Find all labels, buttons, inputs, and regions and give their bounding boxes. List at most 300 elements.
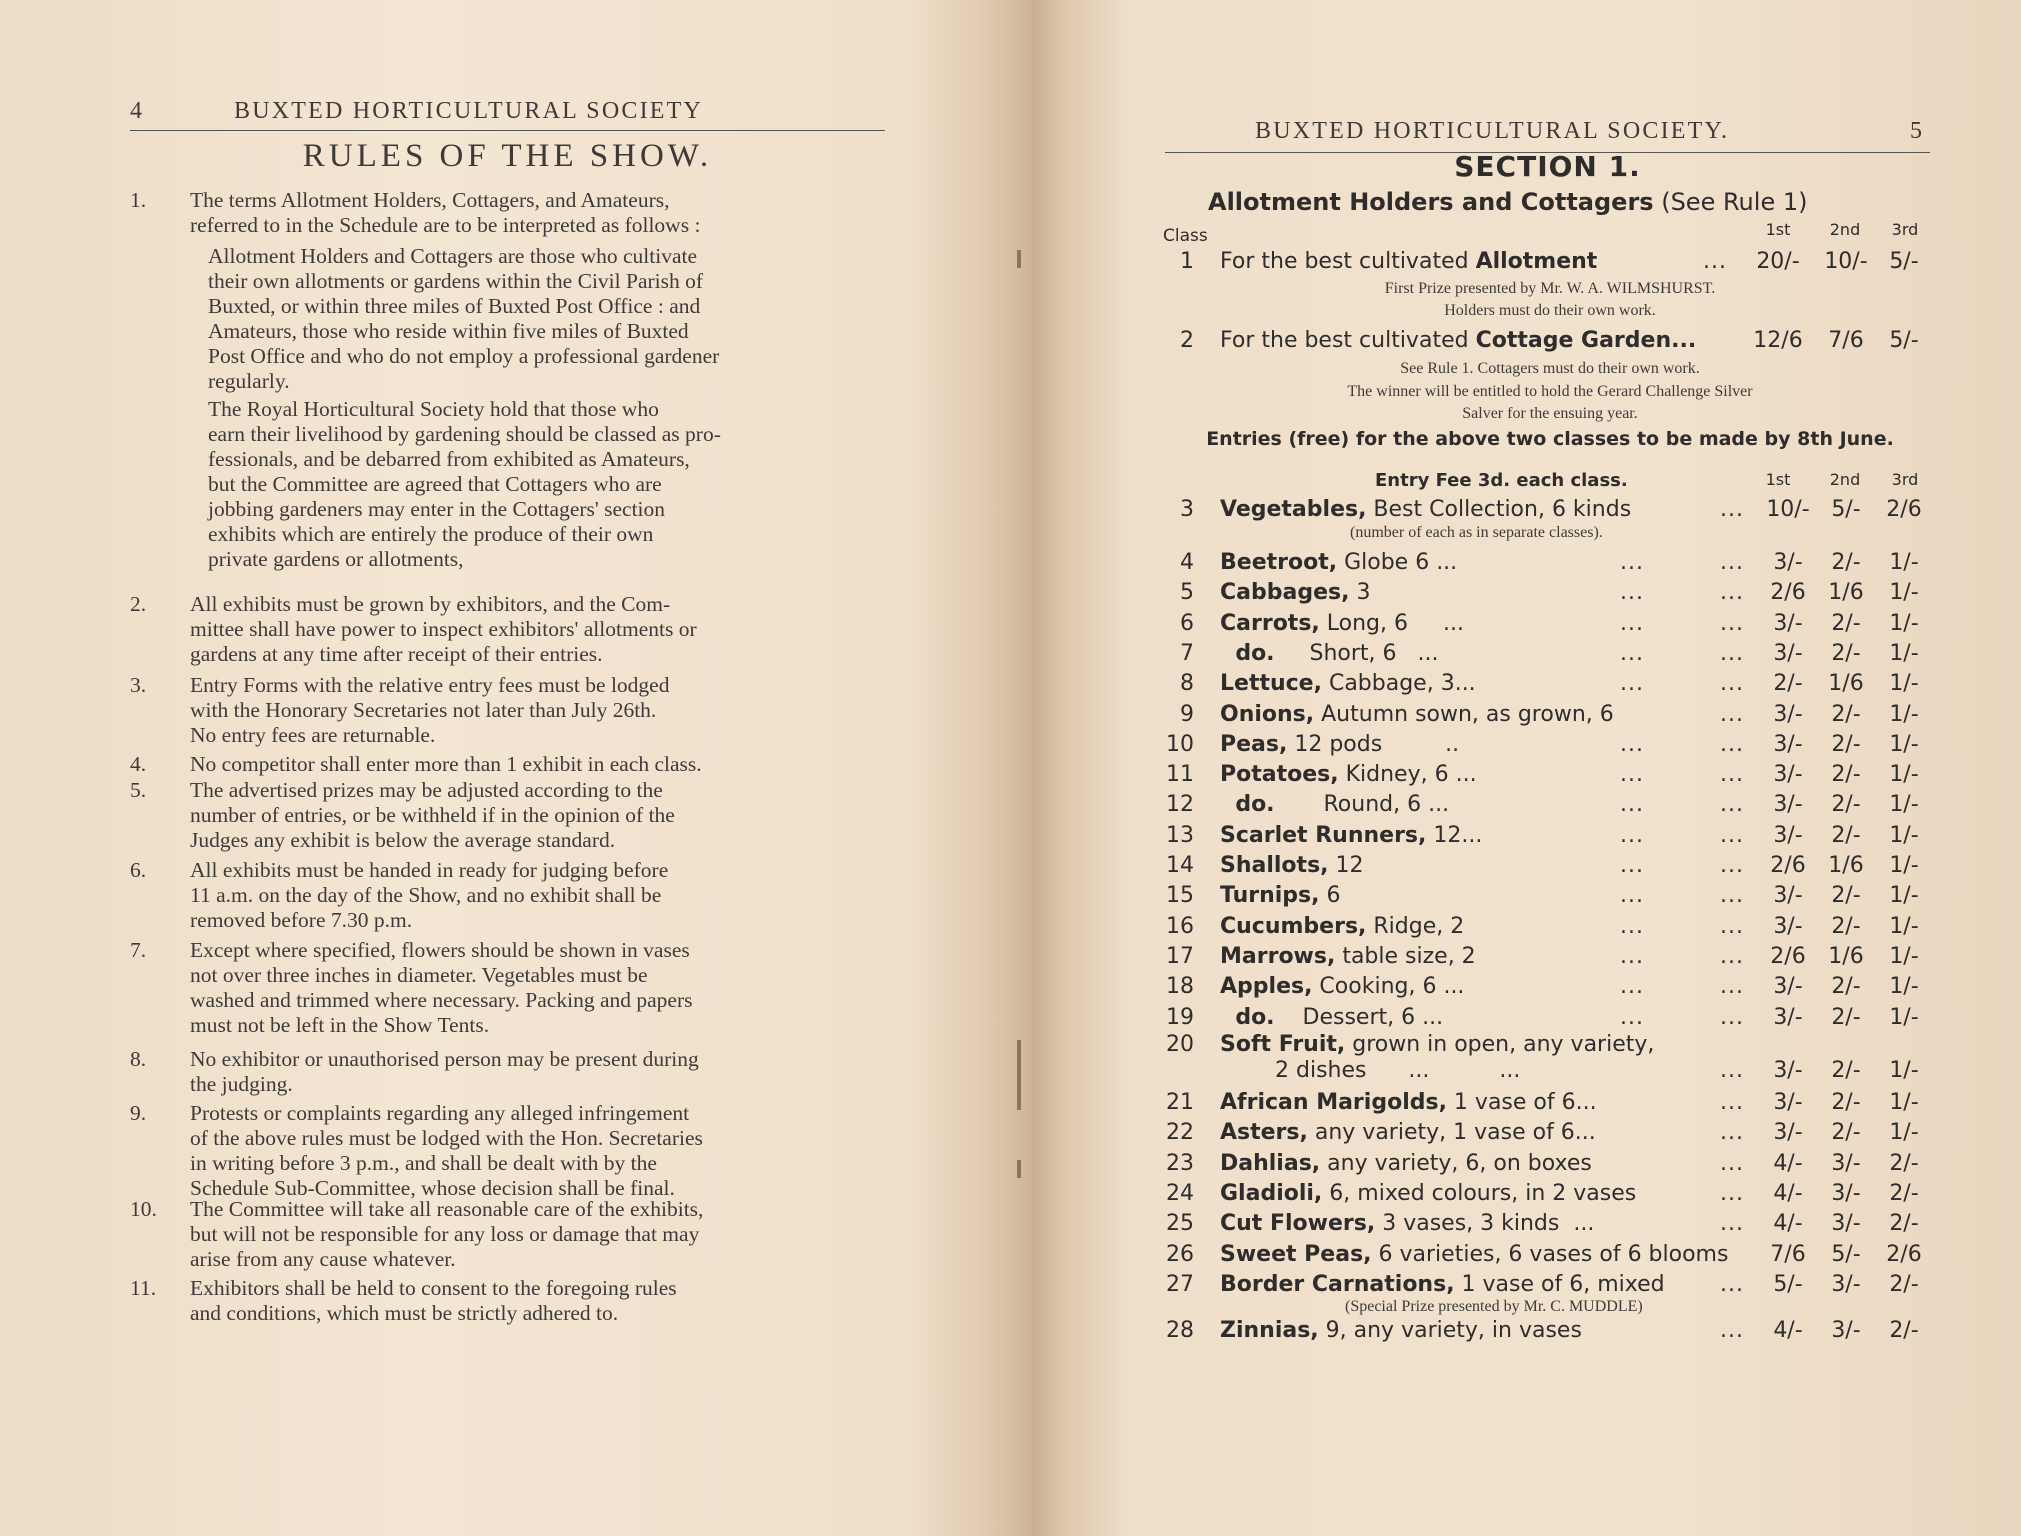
class-name: Marrows, (1220, 943, 1336, 969)
prize-2nd: 2/- (1831, 974, 1861, 1000)
rule-text: All exhibits must be grown by exhibitors, and the Com- mittee shall have power to inspect exhibitors' allotments or gardens at any time after receipt of their entries. (190, 592, 697, 666)
class-description-text: Round, 6 ... (1274, 792, 1450, 818)
prize-1st: 3/- (1773, 762, 1803, 788)
prize-3rd: 1/- (1889, 731, 1919, 757)
prize-1st: 3/- (1773, 822, 1803, 848)
leader-dots: ... (1620, 671, 1644, 697)
prize-1st: 5/- (1773, 1271, 1803, 1297)
prize-1st: 2/6 (1770, 943, 1806, 969)
class-row (1160, 1181, 1940, 1211)
class-note: See Rule 1. Cottagers must do their own work. (1400, 360, 1700, 377)
prize-1st: 3/- (1773, 550, 1803, 575)
class-name: Border Carnations, (1220, 1271, 1455, 1297)
right-running-title: BUXTED HORTICULTURAL SOCIETY. (1255, 118, 1730, 144)
class-number: 22 (1166, 1120, 1194, 1146)
class-row (1160, 944, 1940, 974)
class-description-text: Globe 6 ... (1337, 550, 1458, 575)
leader-dots: ... (1720, 640, 1744, 666)
class-number: 17 (1166, 943, 1194, 969)
class-row (1160, 671, 1940, 701)
rule-number: 6. (130, 858, 147, 882)
class-number: 18 (1166, 974, 1194, 1000)
right-running-head (1165, 116, 1930, 153)
rule-number: 1. (130, 188, 147, 212)
prize-3rd: 2/- (1889, 1318, 1919, 1343)
prize-3rd: 2/- (1889, 1150, 1919, 1176)
class-description (1220, 1211, 1594, 1236)
leader-dots: ... (1620, 913, 1644, 939)
class-description (1220, 1151, 1592, 1176)
class-description-text: 1 vase of 6... (1446, 1090, 1597, 1115)
class-column-label: Class (1163, 226, 1208, 246)
class-name: Beetroot, (1220, 550, 1338, 575)
class-description-text: Long, 6 ... (1319, 610, 1464, 636)
left-page-number: 4 (130, 98, 142, 124)
class-description-text: 3 (1349, 580, 1371, 606)
rule-number: 2. (130, 592, 147, 616)
class-description-text: Short, 6 ... (1274, 640, 1439, 666)
prize-header-3rd: 3rd (1891, 470, 1919, 489)
class-number: 7 (1180, 640, 1194, 666)
rule-number: 5. (130, 778, 147, 802)
prize-1st: 4/- (1773, 1150, 1803, 1176)
leader-dots: ... (1620, 822, 1644, 848)
class-description-text: For the best cultivated (1220, 328, 1476, 353)
prize-1st: 3/- (1773, 883, 1803, 909)
leader-dots: ... (1720, 1004, 1744, 1030)
prize-2nd: 5/- (1831, 497, 1861, 522)
class-description-text: 12... (1426, 822, 1483, 848)
class-number: 3 (1180, 497, 1194, 522)
class-row (1160, 762, 1940, 792)
leader-dots: ... (1620, 1004, 1644, 1030)
class-number: 14 (1166, 853, 1194, 878)
prize-1st: 20/- (1756, 249, 1800, 274)
rule-text: No exhibitor or unauthorised person may be present during the judging. (190, 1047, 699, 1096)
prize-3rd: 1/- (1889, 913, 1919, 939)
class-number: 13 (1166, 822, 1194, 848)
class-name: Dahlias, (1220, 1150, 1321, 1176)
class-row (1160, 1318, 1940, 1348)
section-subtitle (1208, 188, 1938, 216)
rule-text: No competitor shall enter more than 1 exhibit in each class. (190, 752, 702, 776)
prize-2nd: 2/- (1831, 731, 1861, 757)
prize-2nd: 3/- (1831, 1180, 1861, 1206)
class-description (1220, 732, 1459, 757)
class-number: 20 (1166, 1032, 1194, 1057)
prize-2nd: 3/- (1831, 1150, 1861, 1176)
rule-text: Except where specified, flowers should be shown in vases not over three inches in diameter. Vegetables must be washed and trimmed where necessary. Packing and papers must not be left in the Show Tents. (190, 938, 693, 1037)
leader-dots: ... (1620, 792, 1644, 818)
leader-dots: ... (1620, 550, 1644, 575)
prize-3rd: 1/- (1889, 974, 1919, 1000)
prize-3rd: 5/- (1889, 249, 1919, 274)
leader-dots: ... (1620, 580, 1644, 606)
class-number: 5 (1180, 580, 1194, 606)
class-description (1220, 1005, 1443, 1030)
class-description-text: 12 (1328, 853, 1364, 878)
prize-1st: 2/- (1773, 671, 1803, 697)
prize-1st: 12/6 (1753, 328, 1803, 353)
class-description-text: Ridge, 2 (1366, 913, 1465, 939)
class-name: Zinnias, (1220, 1318, 1319, 1343)
class-note: Salver for the ensuing year. (1462, 405, 1638, 422)
class-description (1220, 580, 1370, 605)
class-row (1160, 974, 1940, 1004)
prize-3rd: 1/- (1889, 550, 1919, 575)
rule-text: Entry Forms with the relative entry fees must be lodged with the Honorary Secretaries not later than July 26th. No entry fees are returnable. (190, 673, 670, 747)
prize-2nd: 3/- (1831, 1211, 1861, 1237)
rule-text: The Committee will take all reasonable care of the exhibits, but will not be responsible for any loss or damage that may arise from any cause whatever. (190, 1197, 704, 1271)
class-row (1160, 1151, 1940, 1181)
rule-paragraph: The Royal Horticultural Society hold that those who earn their livelihood by gardening should be classed as pro- fessionals, and be debarred from exhibited as Amateurs, but the Committee are agreed that Cottagers who are jobbing gardeners may enter in the Cottagers' section exhibits which are entirely the produce of their own private gardens or allotments, (208, 397, 721, 571)
prize-1st: 3/- (1773, 792, 1803, 818)
class-description (1220, 762, 1477, 787)
class-description (1220, 328, 1696, 353)
rule-number: 4. (130, 752, 147, 776)
leader-dots: ... (1720, 550, 1744, 575)
class-row (1160, 853, 1940, 883)
leader-dots: ... (1620, 883, 1644, 909)
prize-3rd: 1/- (1889, 1004, 1919, 1030)
prize-2nd: 3/- (1831, 1318, 1861, 1343)
class-description (1220, 1242, 1728, 1267)
leader-dots: ... (1720, 1180, 1744, 1206)
class-number: 27 (1166, 1271, 1194, 1297)
class-number: 10 (1166, 731, 1194, 757)
prize-3rd: 1/- (1889, 853, 1919, 878)
class-description-text: 6, mixed colours, in 2 vases (1322, 1180, 1637, 1206)
class-name: Shallots, (1220, 853, 1329, 878)
class-number: 2 (1180, 328, 1194, 353)
rule-number: 10. (130, 1197, 157, 1221)
prize-2nd: 2/- (1831, 550, 1861, 575)
class-name: Gladioli, (1220, 1180, 1323, 1206)
class-row (1160, 580, 1940, 610)
leader-dots: ... (1620, 610, 1644, 636)
subtitle-rest: (See Rule 1) (1661, 188, 1808, 216)
class-name: Soft Fruit, (1220, 1032, 1346, 1057)
class-name: Turnips, (1220, 883, 1320, 909)
leader-dots: ... (1720, 1211, 1744, 1237)
class-name: do. (1220, 640, 1275, 666)
right-page-number: 5 (1910, 118, 1922, 144)
class-row (1160, 732, 1940, 762)
class-row (1160, 914, 1940, 944)
class-number: 24 (1166, 1180, 1194, 1206)
class-description-text: Cabbage, 3... (1321, 671, 1476, 697)
leader-dots: ... (1620, 762, 1644, 788)
rule-number: 11. (130, 1276, 157, 1300)
class-description-text: any variety, 6, on boxes (1320, 1150, 1592, 1176)
leader-dots: ... (1720, 1120, 1744, 1146)
class-row (1160, 823, 1940, 853)
leader-dots: ... (1720, 701, 1744, 727)
leader-dots: ... (1720, 1318, 1744, 1343)
leader-dots: ... (1620, 640, 1644, 666)
class-name: Cucumbers, (1220, 913, 1367, 939)
class-description (1220, 249, 1597, 274)
class-number: 1 (1180, 249, 1194, 274)
class-description-text: Dessert, 6 ... (1274, 1004, 1444, 1030)
class-number: 6 (1180, 610, 1194, 636)
class-description (1220, 1272, 1665, 1297)
leader-dots: ... (1720, 974, 1744, 1000)
class-name: Allotment (1475, 249, 1598, 274)
leader-dots: ... (1620, 974, 1644, 1000)
leader-dots: ... (1620, 943, 1644, 969)
binding-thread (1017, 250, 1021, 268)
prize-2nd: 1/6 (1828, 853, 1864, 878)
class-description (1220, 944, 1476, 969)
class-row (1160, 611, 1940, 641)
class-name: do. (1220, 792, 1275, 818)
prize-3rd: 1/- (1889, 1120, 1919, 1146)
class-description (1220, 550, 1457, 575)
leader-dots: ... (1720, 913, 1744, 939)
prize-header-1st: 1st (1765, 220, 1791, 239)
prize-2nd: 1/6 (1828, 580, 1864, 606)
class-name: Lettuce, (1220, 671, 1322, 697)
class-note: (Special Prize presented by Mr. C. MUDDLE) (1345, 1298, 1643, 1315)
rule-number: 9. (130, 1101, 147, 1125)
class-number: 28 (1166, 1318, 1194, 1343)
prize-2nd: 2/- (1831, 792, 1861, 818)
class-row (1160, 497, 1940, 527)
leader-dots: ... (1620, 731, 1644, 757)
class-description (1220, 497, 1631, 522)
leader-dots: ... (1720, 883, 1744, 909)
leader-dots: ... (1720, 792, 1744, 818)
prize-1st: 2/6 (1770, 853, 1806, 878)
class-number: 8 (1180, 671, 1194, 697)
class-name: Peas, (1220, 731, 1288, 757)
prize-2nd: 10/- (1824, 249, 1868, 274)
prize-3rd: 2/- (1889, 1180, 1919, 1206)
class-name: Cottage Garden... (1475, 328, 1697, 353)
section-title: SECTION 1. (1454, 150, 1641, 183)
class-description (1220, 1120, 1596, 1145)
prize-header-3rd: 3rd (1891, 220, 1919, 239)
prize-3rd: 2/- (1889, 1271, 1919, 1297)
class-description (1220, 823, 1482, 848)
class-description-text: Best Collection, 6 kinds (1366, 497, 1632, 522)
class-row (1160, 702, 1940, 732)
prize-1st: 2/6 (1770, 580, 1806, 606)
class-description-text: 3 vases, 3 kinds ... (1375, 1211, 1595, 1237)
class-description (1220, 611, 1464, 636)
prize-3rd: 1/- (1889, 701, 1919, 727)
prize-2nd: 2/- (1831, 1090, 1861, 1115)
prize-1st: 4/- (1773, 1318, 1803, 1343)
class-number: 4 (1180, 550, 1194, 575)
prize-2nd: 3/- (1831, 1271, 1861, 1297)
leader-dots: ... (1720, 671, 1744, 697)
prize-3rd: 1/- (1889, 762, 1919, 788)
leader-dots: ... (1720, 580, 1744, 606)
prize-3rd: 1/- (1889, 671, 1919, 697)
class-number: 11 (1166, 762, 1194, 788)
leader-dots: ... (1720, 822, 1744, 848)
class-number: 16 (1166, 913, 1194, 939)
prize-1st: 3/- (1773, 913, 1803, 939)
leader-dots: ... (1720, 731, 1744, 757)
class-row (1160, 1090, 1940, 1120)
prize-1st: 3/- (1773, 701, 1803, 727)
class-row (1160, 550, 1940, 580)
class-note: (number of each as in separate classes). (1350, 524, 1603, 541)
subtitle-bold: Allotment Holders and Cottagers (1208, 188, 1654, 216)
class-name: Sweet Peas, (1220, 1241, 1372, 1267)
rule-number: 8. (130, 1047, 147, 1071)
class-description-text: any variety, 1 vase of 6... (1307, 1120, 1596, 1146)
binding-thread (1017, 1160, 1021, 1178)
prize-1st: 3/- (1773, 1058, 1803, 1083)
class-description-text: For the best cultivated (1220, 249, 1476, 274)
class-name: Cut Flowers, (1220, 1211, 1376, 1237)
rule-paragraph: Allotment Holders and Cottagers are those who cultivate their own allotments or gardens within the Civil Parish of Buxted, or within three miles of Buxted Post Office : and Amateurs, those who reside within five miles of Buxted Post Office and who do not employ a professional gardener regularly. (208, 244, 720, 393)
rule-text: All exhibits must be handed in ready for judging before 11 a.m. on the day of the Show, and no exhibit shall be removed before 7.30 p.m. (190, 858, 669, 932)
class-description (1220, 1090, 1597, 1115)
class-description (1220, 792, 1449, 817)
prize-1st: 3/- (1773, 1004, 1803, 1030)
class-name: Apples, (1220, 974, 1313, 1000)
class-row (1160, 249, 1940, 279)
prize-3rd: 1/- (1889, 1058, 1919, 1083)
prize-1st: 10/- (1766, 497, 1810, 522)
class-description (1220, 702, 1614, 727)
rule-text: The terms Allotment Holders, Cottagers, and Amateurs, referred to in the Schedule are to be interpreted as follows : (190, 188, 701, 237)
class-name: Scarlet Runners, (1220, 822, 1427, 848)
class-number: 12 (1166, 792, 1194, 818)
class-row (1160, 328, 1940, 358)
class-row (1160, 792, 1940, 822)
entry-fee-label: Entry Fee 3d. each class. (1375, 470, 1628, 491)
leader-dots: ... (1720, 1058, 1744, 1083)
class-name: Onions, (1220, 701, 1315, 727)
prize-3rd: 1/- (1889, 883, 1919, 909)
class-number: 23 (1166, 1150, 1194, 1176)
class-number: 19 (1166, 1004, 1194, 1030)
class-name: African Marigolds, (1220, 1090, 1447, 1115)
rules-title: RULES OF THE SHOW. (302, 138, 713, 174)
class-row-continued (1160, 1058, 1940, 1088)
class-number: 25 (1166, 1211, 1194, 1237)
entries-deadline: Entries (free) for the above two classes to be made by 8th June. (1206, 428, 1894, 450)
prize-2nd: 2/- (1831, 1058, 1861, 1083)
prize-1st: 3/- (1773, 1120, 1803, 1146)
class-name: do. (1220, 1004, 1275, 1030)
class-description-text: 6 (1319, 883, 1341, 909)
rule-text: Protests or complaints regarding any alleged infringement of the above rules must be lodged with the Hon. Secretaries in writing before 3 p.m., and shall be dealt with by the Schedule Sub-Committee, whose decision shall be final. (190, 1101, 703, 1200)
prize-3rd: 1/- (1889, 1090, 1919, 1115)
class-description-text: Cooking, 6 ... (1312, 974, 1465, 1000)
class-name: Cabbages, (1220, 580, 1350, 606)
leader-dots: ... (1720, 1271, 1744, 1297)
prize-1st: 4/- (1773, 1180, 1803, 1206)
class-description (1220, 641, 1439, 666)
binding-thread (1017, 1040, 1021, 1110)
class-description (1220, 671, 1476, 696)
prize-1st: 3/- (1773, 731, 1803, 757)
prize-2nd: 2/- (1831, 883, 1861, 909)
class-description-text: 9, any variety, in vases (1318, 1318, 1582, 1343)
class-description-text: Autumn sown, as grown, 6 (1314, 701, 1614, 727)
class-row (1160, 1211, 1940, 1241)
class-description (1220, 974, 1464, 999)
prize-3rd: 1/- (1889, 943, 1919, 969)
class-row (1160, 883, 1940, 913)
class-description (1220, 1181, 1636, 1206)
prize-3rd: 1/- (1889, 822, 1919, 848)
class-name: Potatoes, (1220, 762, 1339, 788)
prize-2nd: 1/6 (1828, 671, 1864, 697)
prize-1st: 3/- (1773, 610, 1803, 636)
class-name: Asters, (1220, 1120, 1308, 1146)
left-running-title: BUXTED HORTICULTURAL SOCIETY (234, 98, 704, 124)
rule-number: 3. (130, 673, 147, 697)
class-number: 9 (1180, 701, 1194, 727)
prize-2nd: 2/- (1831, 913, 1861, 939)
leader-dots: ... (1720, 497, 1744, 522)
prize-2nd: 2/- (1831, 1004, 1861, 1030)
class-description-text: 2 dishes ... ... (1275, 1058, 1521, 1083)
prize-1st: 7/6 (1770, 1241, 1806, 1267)
leader-dots: ... (1720, 762, 1744, 788)
prize-3rd: 1/- (1889, 640, 1919, 666)
rule-text: Exhibitors shall be held to consent to the foregoing rules and conditions, which must be strictly adhered to. (190, 1276, 677, 1325)
class-description (1220, 853, 1364, 878)
class-description-text: Kidney, 6 ... (1338, 762, 1477, 788)
class-description-text: 6 varieties, 6 vases of 6 blooms (1371, 1241, 1729, 1267)
prize-1st: 3/- (1773, 1090, 1803, 1115)
class-name: Carrots, (1220, 610, 1320, 636)
class-description (1220, 1318, 1582, 1343)
prize-header-2nd: 2nd (1829, 470, 1861, 489)
class-row (1160, 1242, 1940, 1272)
class-description-text: 1 vase of 6, mixed (1454, 1271, 1665, 1297)
class-description (1220, 1032, 1654, 1057)
rule-text: The advertised prizes may be adjusted according to the number of entries, or be withheld if in the opinion of the Judges any exhibit is below the average standard. (190, 778, 675, 852)
class-description-text: 12 pods .. (1287, 731, 1460, 757)
prize-3rd: 2/6 (1886, 1241, 1922, 1267)
prize-2nd: 5/- (1831, 1241, 1861, 1267)
prize-3rd: 2/6 (1886, 497, 1922, 522)
leader-dots: ... (1703, 249, 1727, 274)
leader-dots: ... (1720, 853, 1744, 878)
leader-dots: ... (1620, 853, 1644, 878)
prize-2nd: 2/- (1831, 1120, 1861, 1146)
prize-2nd: 2/- (1831, 762, 1861, 788)
leader-dots: ... (1720, 943, 1744, 969)
leader-dots: ... (1720, 610, 1744, 636)
leader-dots: ... (1720, 1090, 1744, 1115)
prize-1st: 3/- (1773, 640, 1803, 666)
prize-1st: 4/- (1773, 1211, 1803, 1237)
prize-header-1st: 1st (1765, 470, 1791, 489)
prize-2nd: 2/- (1831, 701, 1861, 727)
prize-2nd: 2/- (1831, 640, 1861, 666)
prize-2nd: 2/- (1831, 610, 1861, 636)
class-number: 15 (1166, 883, 1194, 909)
class-number: 21 (1166, 1090, 1194, 1115)
class-note: The winner will be entitled to hold the Gerard Challenge Silver (1347, 383, 1753, 400)
prize-3rd: 2/- (1889, 1211, 1919, 1237)
class-row (1160, 1120, 1940, 1150)
rule-number: 7. (130, 938, 147, 962)
prize-2nd: 1/6 (1828, 943, 1864, 969)
class-number: 26 (1166, 1241, 1194, 1267)
